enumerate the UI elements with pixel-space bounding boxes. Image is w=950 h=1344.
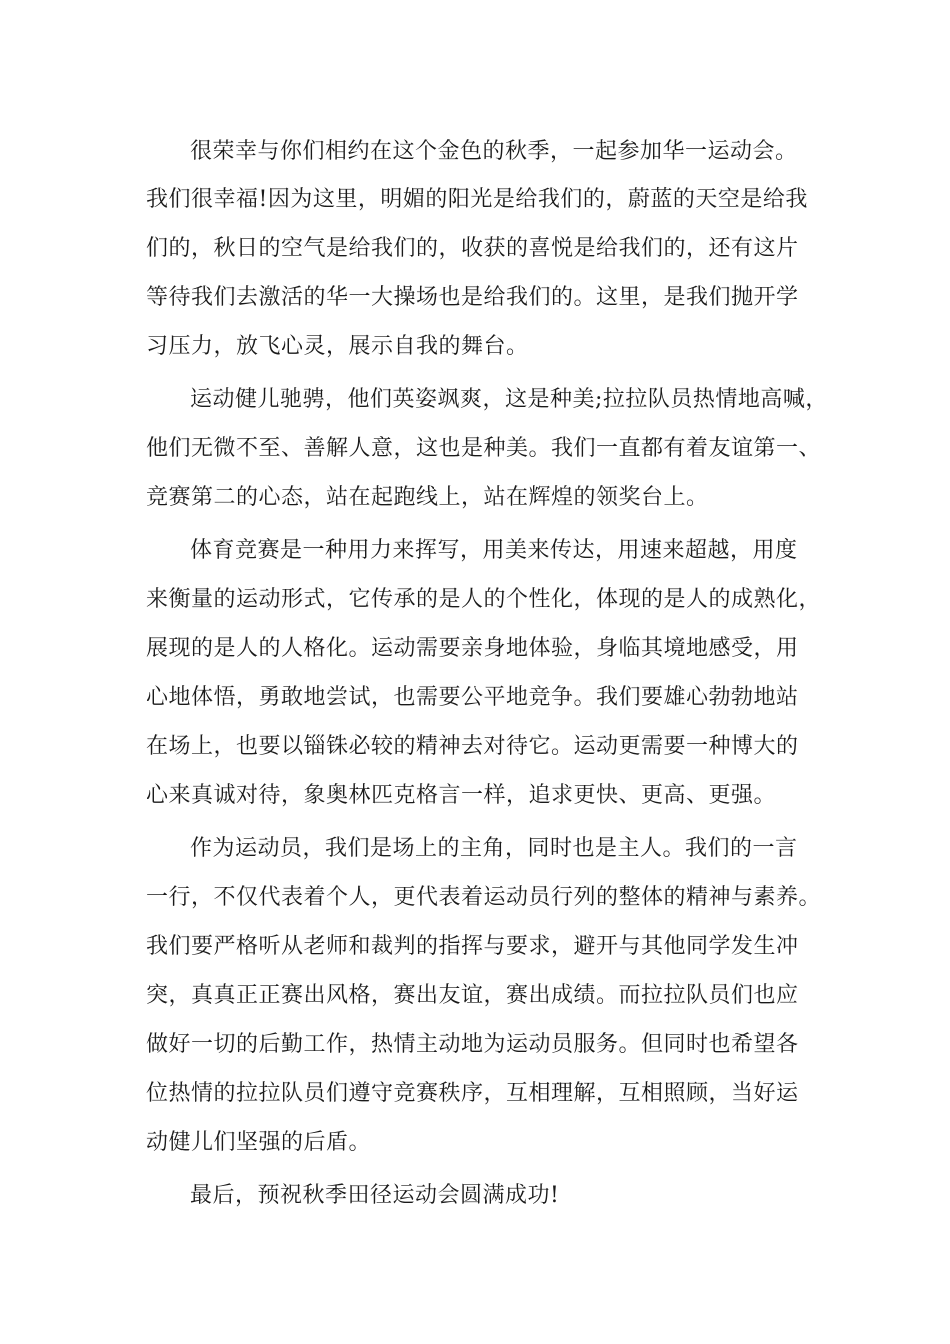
paragraph-line: 们的，秋日的空气是给我们的，收获的喜悦是给我们的，还有这片 — [146, 236, 799, 261]
paragraph-line: 做好一切的后勤工作，热情主动地为运动员服务。但同时也希望各 — [146, 1032, 799, 1057]
paragraph-line: 来衡量的运动形式，它传承的是人的个性化，体现的是人的成熟化， — [146, 587, 822, 612]
paragraph-line: 他们无微不至、善解人意，这也是种美。我们一直都有着友谊第一、 — [146, 436, 822, 461]
paragraph-line: 竞赛第二的心态，站在起跑线上，站在辉煌的领奖台上。 — [146, 485, 709, 510]
paragraph-line: 突，真真正正赛出风格，赛出友谊，赛出成绩。而拉拉队员们也应 — [146, 983, 799, 1008]
paragraph-line: 动健儿们坚强的后盾。 — [146, 1130, 372, 1155]
paragraph-line: 展现的是人的人格化。运动需要亲身地体验，身临其境地感受，用 — [146, 636, 799, 661]
paragraph-line: 体育竞赛是一种用力来挥写，用美来传达，用速来超越，用度 — [190, 538, 798, 563]
paragraph-line: 很荣幸与你们相约在这个金色的秋季，一起参加华一运动会。 — [190, 139, 798, 164]
paragraph-line: 我们要严格听从老师和裁判的指挥与要求，避开与其他同学发生冲 — [146, 934, 799, 959]
paragraph-line: 我们很幸福!因为这里，明媚的阳光是给我们的，蔚蓝的天空是给我 — [146, 187, 808, 212]
paragraph-line: 运动健儿驰骋，他们英姿飒爽，这是种美;拉拉队员热情地高喊， — [190, 387, 828, 412]
paragraph-line: 作为运动员，我们是场上的主角，同时也是主人。我们的一言 — [190, 836, 798, 861]
paragraph-line: 心地体悟，勇敢地尝试，也需要公平地竞争。我们要雄心勃勃地站 — [146, 685, 799, 710]
paragraph-line: 一行，不仅代表着个人，更代表着运动员行列的整体的精神与素养。 — [146, 885, 822, 910]
paragraph-line: 等待我们去激活的华一大操场也是给我们的。这里，是我们抛开学 — [146, 285, 799, 310]
paragraph-line: 在场上，也要以锱铢必较的精神去对待它。运动更需要一种博大的 — [146, 734, 799, 759]
paragraph-line: 位热情的拉拉队员们遵守竞赛秩序，互相理解，互相照顾，当好运 — [146, 1081, 799, 1106]
paragraph-line: 最后，预祝秋季田径运动会圆满成功! — [190, 1183, 560, 1208]
paragraph-line: 习压力，放飞心灵，展示自我的舞台。 — [146, 334, 529, 359]
paragraph-line: 心来真诚对待，象奥林匹克格言一样，追求更快、更高、更强。 — [146, 783, 777, 808]
